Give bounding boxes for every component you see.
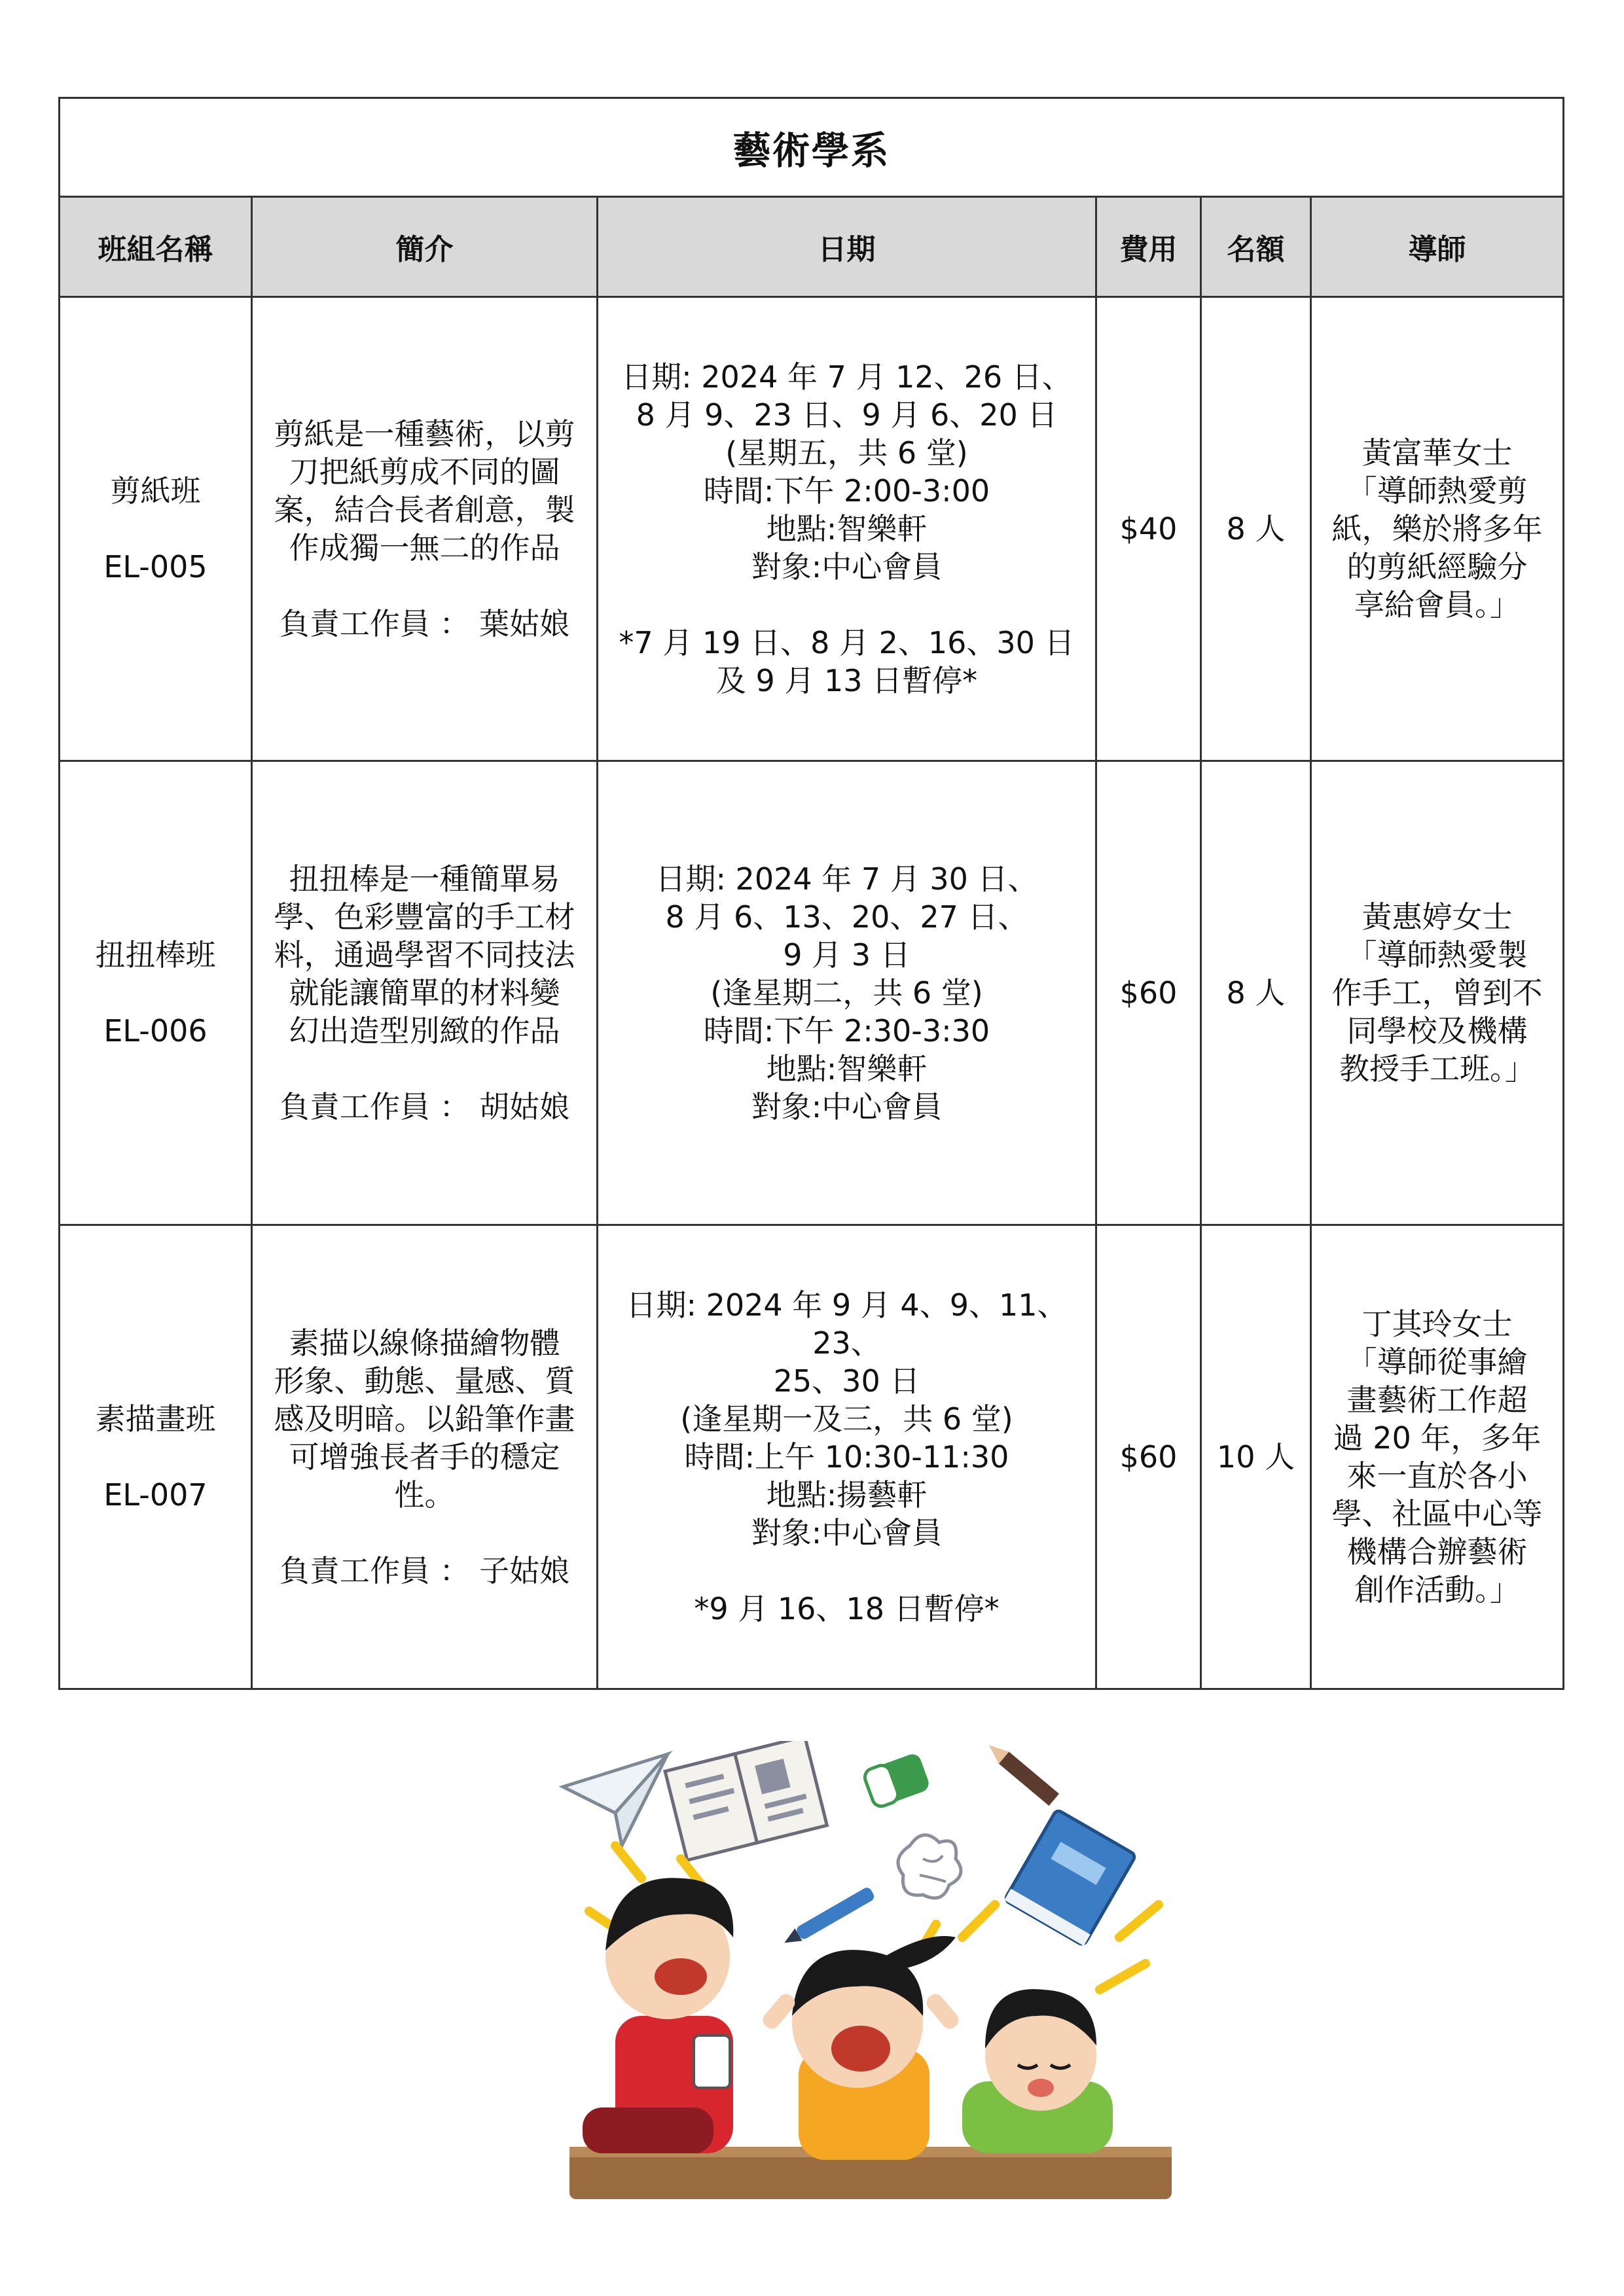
suspension-note: *9 月 16、18 日暫停* bbox=[694, 1591, 1000, 1626]
class-name: 扭扭棒班 bbox=[95, 937, 216, 973]
staff-in-charge: 負責工作員 ： 葉姑娘 bbox=[279, 606, 570, 641]
tutor-bio-line: 「導師熱愛製 bbox=[1346, 937, 1528, 973]
intro-cell bbox=[252, 1225, 598, 1689]
date-cell bbox=[598, 297, 1096, 761]
open-book-icon bbox=[665, 1741, 827, 1860]
date-line: 8 月 9、23 日、9 月 6、20 日 bbox=[636, 397, 1058, 433]
intro-line: 幻出造型別緻的作品 bbox=[289, 1013, 560, 1049]
fee-cell: $40 bbox=[1096, 297, 1201, 761]
location-line: 地點:智樂軒 bbox=[766, 511, 928, 547]
header-fee: 費用 bbox=[1096, 197, 1201, 297]
class-name: 素描畫班 bbox=[95, 1401, 216, 1437]
fee-cell: $60 bbox=[1096, 1225, 1201, 1689]
tutor-bio-line: 機構合辦藝術 bbox=[1346, 1534, 1528, 1570]
quota-cell: 8 人 bbox=[1201, 761, 1311, 1225]
date-line: 日期: 2024 年 9 月 4、9、11、23、 bbox=[626, 1287, 1068, 1361]
table-row bbox=[60, 297, 1564, 761]
tutor-name: 丁其玲女士 bbox=[1362, 1306, 1513, 1342]
sleeping-child-icon bbox=[962, 1989, 1113, 2153]
date-line: 日期: 2024 年 7 月 12、26 日、 bbox=[621, 359, 1072, 395]
class-name-cell bbox=[60, 1225, 252, 1689]
paper-plane-icon bbox=[563, 1754, 668, 1846]
tutor-bio-line: 學、社區中心等 bbox=[1331, 1496, 1543, 1532]
intro-line: 可增強長者手的穩定 bbox=[289, 1439, 560, 1475]
header-quota: 名額 bbox=[1201, 197, 1311, 297]
tutor-bio-line: 教授手工班。」 bbox=[1339, 1051, 1536, 1086]
class-code: EL-007 bbox=[103, 1477, 208, 1513]
tutor-bio-line: 紙，樂於將多年 bbox=[1331, 511, 1543, 547]
staff-in-charge: 負責工作員 ： 子姑娘 bbox=[279, 1553, 570, 1588]
date-cell bbox=[598, 1225, 1096, 1689]
department-title: 藝術學系 bbox=[60, 98, 1564, 197]
intro-line: 素描以線條描繪物體 bbox=[289, 1325, 560, 1361]
location-line: 地點:揚藝軒 bbox=[766, 1477, 928, 1513]
tutor-cell bbox=[1311, 761, 1564, 1225]
header-tutor: 導師 bbox=[1311, 197, 1564, 297]
target-line: 對象:中心會員 bbox=[751, 1515, 943, 1551]
header-intro: 簡介 bbox=[252, 197, 598, 297]
class-code: EL-006 bbox=[103, 1013, 208, 1049]
tutor-cell bbox=[1311, 297, 1564, 761]
intro-line: 學、色彩豐富的手工材 bbox=[274, 899, 575, 935]
girl-cheering-icon bbox=[760, 1936, 962, 2160]
tutor-name: 黃惠婷女士 bbox=[1362, 899, 1513, 935]
tutor-bio-line: 享給會員。」 bbox=[1354, 587, 1521, 622]
intro-line: 就能讓簡單的材料變 bbox=[289, 975, 560, 1011]
date-line: (逢星期一及三，共 6 堂) bbox=[680, 1401, 1013, 1437]
intro-cell bbox=[252, 297, 598, 761]
pen-icon bbox=[781, 1886, 876, 1949]
tutor-bio-line: 的剪紙經驗分 bbox=[1346, 549, 1528, 584]
intro-line: 作成獨一無二的作品 bbox=[289, 530, 560, 565]
date-line: 日期: 2024 年 7 月 30 日、 bbox=[655, 861, 1038, 897]
tutor-bio-line: 同學校及機構 bbox=[1346, 1013, 1528, 1049]
intro-line: 形象、動態、量感、質 bbox=[274, 1363, 575, 1399]
table-row bbox=[60, 1225, 1564, 1689]
staff-in-charge: 負責工作員 ： 胡姑娘 bbox=[279, 1089, 570, 1124]
target-line: 對象:中心會員 bbox=[751, 549, 943, 584]
time-line: 時間:上午 10:30-11:30 bbox=[684, 1439, 1009, 1475]
tutor-bio-line: 畫藝術工作超 bbox=[1346, 1382, 1528, 1418]
tutor-cell bbox=[1311, 1225, 1564, 1689]
students-studying-illustration bbox=[543, 1741, 1198, 2225]
tutor-name: 黃富華女士 bbox=[1362, 435, 1513, 471]
intro-line: 感及明暗。以鉛筆作畫 bbox=[274, 1401, 575, 1437]
table-row bbox=[60, 761, 1564, 1225]
header-date: 日期 bbox=[598, 197, 1096, 297]
suspension-note: *7 月 19 日、8 月 2、16、30 日 bbox=[619, 625, 1075, 660]
class-code: EL-005 bbox=[103, 549, 208, 584]
date-cell bbox=[598, 761, 1096, 1225]
intro-line: 料，通過學習不同技法 bbox=[274, 937, 575, 973]
class-name: 剪紙班 bbox=[110, 473, 201, 509]
eraser-icon bbox=[862, 1751, 931, 1808]
tutor-bio-line: 作手工，曾到不 bbox=[1331, 975, 1543, 1011]
class-name-cell bbox=[60, 297, 252, 761]
table-header-row bbox=[60, 197, 1564, 297]
pencil-icon bbox=[984, 1741, 1059, 1806]
crumpled-paper-icon bbox=[898, 1835, 961, 1898]
tutor-bio-line: 「導師熱愛剪 bbox=[1346, 473, 1528, 509]
tutor-bio-line: 來一直於各小 bbox=[1346, 1458, 1528, 1494]
course-table bbox=[58, 97, 1564, 1690]
notebook-icon bbox=[1004, 1809, 1136, 1946]
intro-cell bbox=[252, 761, 598, 1225]
tutor-bio-line: 創作活動。」 bbox=[1354, 1572, 1521, 1607]
date-line: 25、30 日 bbox=[773, 1363, 920, 1399]
quota-cell: 10 人 bbox=[1201, 1225, 1311, 1689]
header-class-name: 班組名稱 bbox=[60, 197, 252, 297]
intro-line: 扭扭棒是一種簡單易 bbox=[289, 861, 560, 897]
quota-cell: 8 人 bbox=[1201, 297, 1311, 761]
intro-line: 性。 bbox=[394, 1477, 455, 1513]
location-line: 地點:智樂軒 bbox=[766, 1051, 928, 1086]
target-line: 對象:中心會員 bbox=[751, 1089, 943, 1124]
class-name-cell bbox=[60, 761, 252, 1225]
date-line: 8 月 6、13、20、27 日、 bbox=[665, 899, 1028, 935]
tutor-bio-line: 過 20 年，多年 bbox=[1333, 1420, 1542, 1456]
time-line: 時間:下午 2:00-3:00 bbox=[703, 473, 990, 509]
date-line: 9 月 3 日 bbox=[783, 937, 911, 973]
time-line: 時間:下午 2:30-3:30 bbox=[703, 1013, 990, 1049]
fee-cell: $60 bbox=[1096, 761, 1201, 1225]
intro-line: 剪紙是一種藝術，以剪 bbox=[274, 416, 575, 452]
date-line: (逢星期二，共 6 堂) bbox=[710, 975, 983, 1011]
intro-line: 刀把紙剪成不同的圖 bbox=[289, 454, 560, 490]
date-line: (星期五，共 6 堂) bbox=[725, 435, 968, 471]
tutor-bio-line: 「導師從事繪 bbox=[1346, 1344, 1528, 1380]
intro-line: 案，結合長者創意，製 bbox=[274, 492, 575, 528]
suspension-note: 及 9 月 13 日暫停* bbox=[715, 663, 978, 698]
